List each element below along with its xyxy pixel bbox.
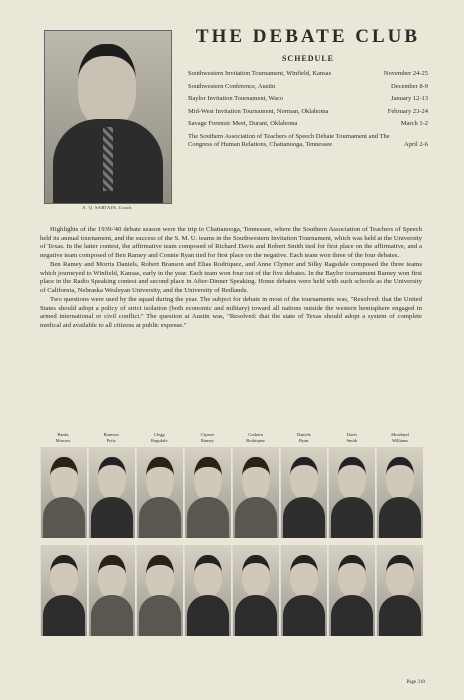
member-portrait — [280, 447, 327, 538]
member-portrait — [328, 447, 375, 538]
article-body — [40, 226, 422, 331]
portrait-name: Corkern Rodriquez — [246, 432, 265, 443]
coach-portrait — [44, 30, 172, 204]
paragraph: Highlights of the 1939-'40 debate season were the trip to Chattanooga, Tennessee, where the Southern Association of Teachers of Speech held its annual tournament, and the success of the S. M. U. teams in the Southwestern Invitation Tournament, which was held at the University of Texas. In the latter contest, the affirmative team composed of Richard Davis and Robert Smith tied for first place on the affirmative, and a negative team composed of Ben Ramey and Connie Ryan tied for first place on the negative. Each team won three of the four debates. — [40, 226, 423, 259]
event-date: February 23-24 — [387, 107, 428, 115]
page-title: THE DEBATE CLUB — [195, 26, 421, 47]
portrait-name-row — [40, 432, 423, 444]
portrait-row — [40, 447, 423, 545]
schedule-item — [188, 83, 428, 92]
coach-tie — [103, 127, 113, 191]
schedule-heading: SCHEDULE — [281, 54, 334, 63]
member-portrait — [232, 447, 279, 538]
member-portrait — [184, 545, 231, 636]
coach-head — [78, 44, 136, 126]
member-portrait — [232, 545, 279, 636]
portrait-name: Branson Potts — [103, 432, 119, 443]
member-portrait — [328, 545, 375, 636]
page-number: Page 310 — [406, 680, 425, 685]
member-portrait — [88, 447, 135, 538]
schedule-item — [188, 95, 428, 104]
member-portrait — [376, 545, 423, 636]
event-name: Southwestern Conference, Austin — [188, 82, 276, 90]
member-portrait — [40, 545, 87, 636]
member-portrait — [136, 447, 183, 538]
schedule-item — [188, 70, 428, 79]
member-portrait — [88, 545, 135, 636]
paragraph: Ben Ramey and Morris Daniels, Robert Branson and Elias Rodriquez, and Anne Clymer and Silky Ragsdale composed the three teams which journeyed to Winfield, Kansas, early in the year. Each team won four out of the five debates. In the Baylor tournament Ramey won first place in the Radio Speaking contest and second place in After-Dinner Speaking. Home debates were held with such schools as the University of California, Nebraska Wesleyan University, and the University of Redlands. — [40, 261, 422, 294]
member-portrait — [184, 447, 231, 538]
event-name: Savage Forensic Meet, Durant, Oklahoma — [188, 120, 298, 127]
schedule-item — [188, 133, 428, 150]
member-portrait — [280, 545, 327, 636]
member-portrait — [40, 447, 87, 538]
schedule-list — [188, 70, 428, 154]
schedule-item — [188, 108, 428, 117]
event-name: Mid-West Invitation Tournament, Norman, Oklahoma — [188, 107, 329, 115]
portrait-name: Banks Morrow — [55, 432, 71, 443]
event-name: The Southern Association of Teachers of Speech Debate Tournament and The Congress of Human Relations, Chattanooga, Tennessee — [188, 132, 390, 148]
event-date: April 2-6 — [403, 141, 428, 148]
event-date: January 12-13 — [390, 95, 428, 102]
portrait-name: Clegg Ragsdale — [151, 432, 168, 443]
portrait-name: Moreland Williams — [391, 432, 409, 443]
member-portraits — [40, 432, 423, 643]
portrait-row — [40, 545, 423, 643]
portrait-name: Clymer Ramey — [200, 432, 215, 443]
member-portrait — [136, 545, 183, 636]
event-date: November 24-25 — [383, 70, 428, 77]
event-name: Baylor Invitation Tournament, Waco — [188, 95, 284, 102]
coach-caption: A. Q. SARTAIN, Coach — [82, 205, 132, 210]
event-name: Southwestern Invitation Tournament, Winfield, Kansas — [188, 70, 332, 77]
paragraph: Two questions were used by the squad during the year. The subject for debate in most of the tournaments was, "Resolved: that the United States should adopt a policy of strict isolation (both economic and military) toward all nations outside the western hemisphere engaged in armed international or civil conflict." The question at Austin was, "Resolved: that the state of Texas should adopt a system of complete medical aid available to all citizens at public expense." — [40, 296, 422, 329]
portrait-name: Daniels Ryan — [296, 432, 311, 443]
event-date: December 8-9 — [391, 82, 428, 90]
schedule-item — [188, 120, 428, 129]
event-date: March 1-2 — [400, 120, 428, 127]
member-portrait — [376, 447, 423, 538]
portrait-name: Davis Smith — [346, 432, 358, 443]
